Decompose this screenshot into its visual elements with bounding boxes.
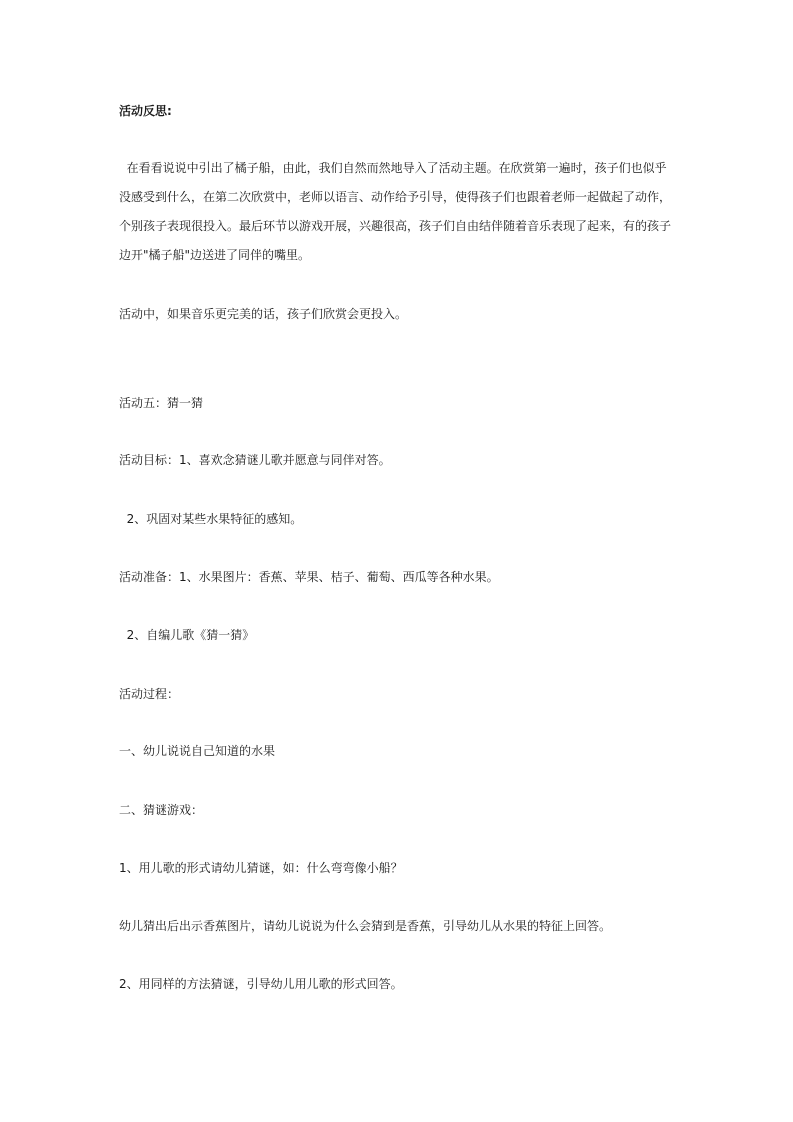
process-heading: 活动过程：	[119, 687, 180, 701]
reflection-paragraph	[119, 160, 675, 276]
reflection-line: 没感受到什么，在第二次欣赏中，老师以语言、动作给予引导，使得孩子们也跟着老师一起做起了动作，	[119, 190, 672, 204]
activity-prep-1: 活动准备：1、水果图片：香蕉、苹果、桔子、葡萄、西瓜等各种水果。	[119, 570, 499, 584]
reflection-line: 在看看说说中引出了橘子船，由此，我们自然而然地导入了活动主题。在欣赏第一遍时，孩子们也似乎	[119, 161, 667, 175]
reflection-note: 活动中，如果音乐更完美的话，孩子们欣赏会更投入。	[119, 307, 408, 321]
process-step-2-1-note: 幼儿猜出后出示香蕉图片，请幼儿说说为什么会猜到是香蕉，引导幼儿从水果的特征上回答。	[119, 919, 612, 933]
process-step-2-2: 2、用同样的方法猜谜，引导幼儿用儿歌的形式回答。	[119, 977, 403, 991]
process-step-1: 一、幼儿说说自己知道的水果	[119, 744, 276, 758]
activity-prep-2: 2、自编儿歌《猜一猜》	[119, 628, 255, 642]
reflection-line: 个别孩子表现很投入。最后环节以游戏开展，兴趣很高，孩子们自由结伴随着音乐表现了起来，有的孩子	[119, 219, 672, 233]
activity-goal-1: 活动目标：1、喜欢念猜谜儿歌并愿意与同伴对答。	[119, 453, 391, 467]
activity-goal-2: 2、巩固对某些水果特征的感知。	[119, 512, 303, 526]
activity-title: 活动五：猜一猜	[119, 396, 204, 410]
process-step-2-1: 1、用儿歌的形式请幼儿猜谜，如：什么弯弯像小船？	[119, 861, 403, 875]
reflection-line: 边开"橘子船"边送进了同伴的嘴里。	[119, 248, 311, 262]
reflection-heading: 活动反思:	[119, 104, 172, 118]
process-step-2: 二、猜谜游戏：	[119, 803, 204, 817]
